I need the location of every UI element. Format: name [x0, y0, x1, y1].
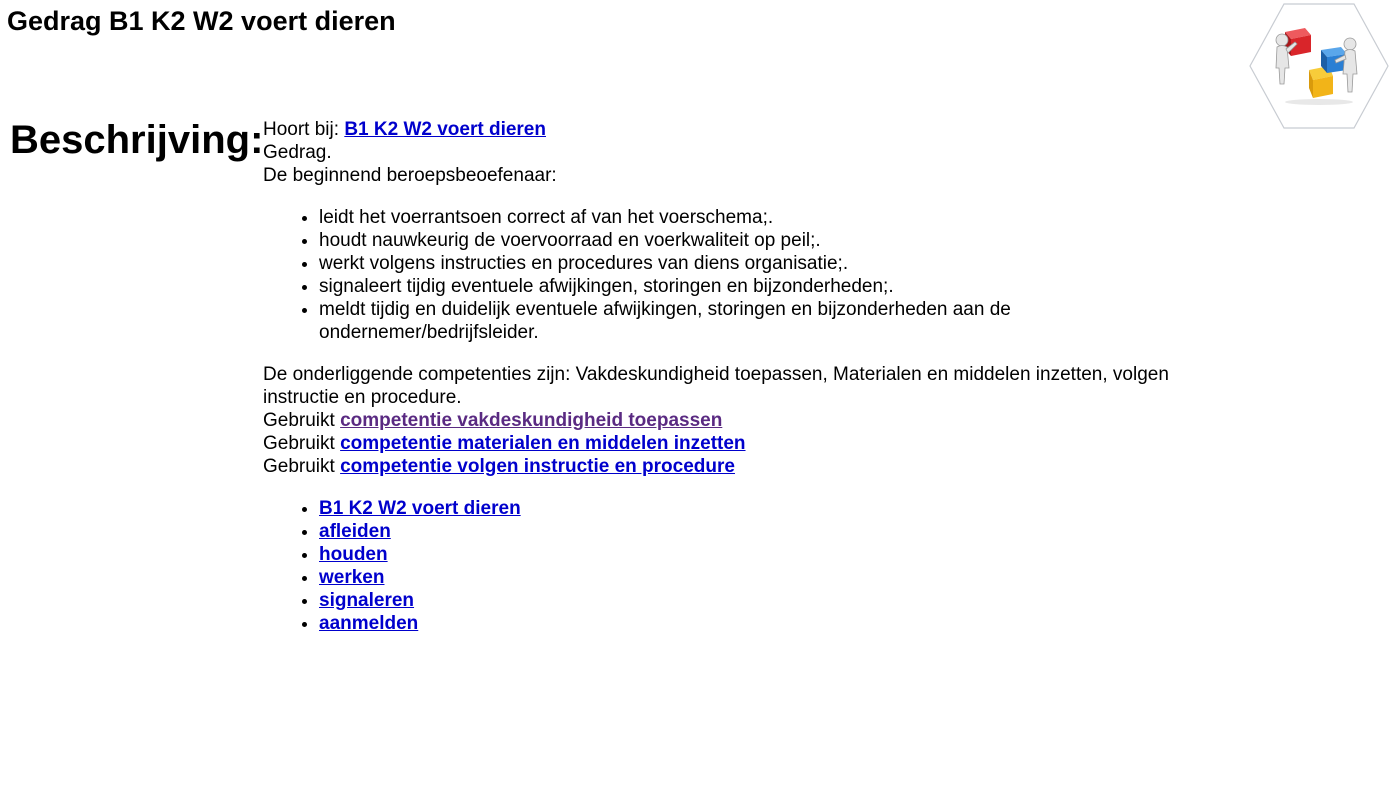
- behaviour-list: [263, 206, 1223, 344]
- page-title: Gedrag B1 K2 W2 voert dieren: [7, 6, 396, 36]
- belongs-to-line: [263, 118, 1223, 141]
- competentie-volgen-instructie-link[interactable]: competentie volgen instructie en procedure: [340, 456, 735, 477]
- belongs-to-prefix: Hoort bij:: [263, 119, 345, 140]
- related-link-b1-k2-w2[interactable]: B1 K2 W2 voert dieren: [319, 498, 521, 519]
- related-link-item: [319, 612, 1223, 635]
- related-link-houden[interactable]: houden: [319, 544, 388, 565]
- behaviour-item: • houdt nauwkeurig de voervoorraad en voerkwaliteit op peil;.: [319, 229, 1223, 252]
- uses-line: [263, 432, 1223, 455]
- uses-prefix: Gebruikt: [263, 456, 341, 477]
- related-link-werken[interactable]: werken: [319, 567, 385, 588]
- related-link-signaleren[interactable]: signaleren: [319, 590, 415, 611]
- uses-line: [263, 455, 1223, 478]
- behaviour-item: • leidt het voerrantsoen correct af van het voerschema;.: [319, 206, 1223, 229]
- related-link-item: [319, 520, 1223, 543]
- belongs-to-link[interactable]: B1 K2 W2 voert dieren: [344, 119, 546, 140]
- competencies-text: De onderliggende competenties zijn: Vakdeskundigheid toepassen, Materialen en middelen inzetten, volgen instructie en procedure.: [263, 364, 1169, 408]
- description-content: [263, 118, 1223, 635]
- related-link-item: [319, 543, 1223, 566]
- related-link-afleiden[interactable]: afleiden: [319, 521, 391, 542]
- related-links-list: [263, 497, 1223, 635]
- competentie-vakdeskundigheid-link[interactable]: competentie vakdeskundigheid toepassen: [340, 410, 723, 431]
- competentie-materialen-link[interactable]: competentie materialen en middelen inzetten: [340, 433, 746, 454]
- gedrag-line: Gedrag.: [263, 142, 332, 163]
- behaviour-item: • werkt volgens instructies en procedures van diens organisatie;.: [319, 252, 1223, 275]
- intro-line: De beginnend beroepsbeoefenaar:: [263, 165, 557, 186]
- related-link-item: [319, 566, 1223, 589]
- related-link-item: [319, 497, 1223, 520]
- uses-prefix: Gebruikt: [263, 433, 341, 454]
- figures-building-cubes-icon: [1249, 2, 1389, 130]
- related-link-aanmelden[interactable]: aanmelden: [319, 613, 419, 634]
- logo: [1249, 2, 1389, 130]
- behaviour-item: • signaleert tijdig eventuele afwijkingen, storingen en bijzonderheden;.: [319, 275, 1223, 298]
- section-label-beschrijving: Beschrijving:: [10, 118, 264, 162]
- related-link-item: [319, 589, 1223, 612]
- uses-line: [263, 409, 1223, 432]
- uses-prefix: Gebruikt: [263, 410, 341, 431]
- behaviour-item: • meldt tijdig en duidelijk eventuele afwijkingen, storingen en bijzonderheden aan de ondernemer/bedrijfsleider.: [319, 298, 1223, 344]
